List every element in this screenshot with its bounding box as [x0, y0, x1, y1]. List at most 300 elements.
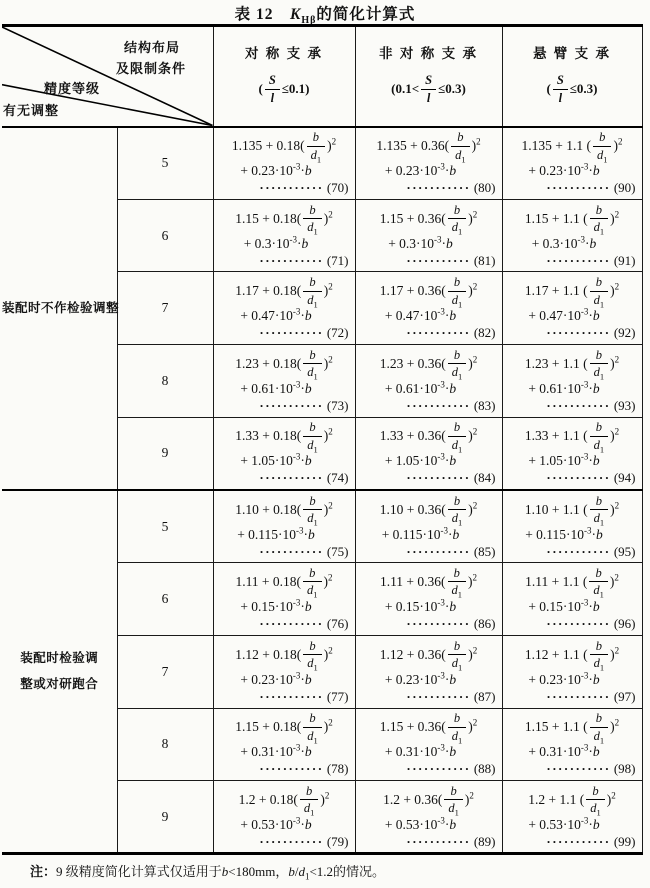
leader-dots: ···········	[259, 615, 324, 631]
formula-head: 1.23 + 0.36(	[379, 356, 446, 371]
formula-cell	[213, 345, 355, 418]
formula-line-2	[356, 453, 502, 469]
formula-head: 1.2 + 0.36(	[383, 791, 443, 807]
fraction-numerator: b	[453, 347, 461, 362]
variable-b: b	[592, 380, 600, 396]
formula-line-2	[356, 381, 502, 397]
squared-exponent: 2	[476, 136, 481, 147]
coefficient-term: + 0.47·10	[528, 308, 581, 324]
formula-line-1	[214, 639, 355, 671]
formula-line-2	[503, 163, 642, 179]
formula-line-1	[503, 494, 642, 526]
formula-line-3	[503, 253, 642, 269]
formula-line-1	[503, 348, 642, 380]
variable-b: b	[592, 453, 600, 469]
power-exponent: -3	[434, 234, 442, 245]
grade-cell: 6	[117, 563, 213, 636]
formula-line-1	[214, 420, 355, 455]
denominator-subscript: 1	[458, 299, 463, 310]
formula-line-1	[356, 275, 502, 310]
fraction-denominator	[265, 89, 280, 105]
variable-b: b	[592, 671, 600, 687]
fraction	[421, 74, 436, 104]
fraction-denominator	[448, 218, 467, 237]
dot-operator: ·	[444, 744, 450, 760]
equation-number: (84)	[470, 470, 496, 486]
denominator-letter: d	[307, 511, 314, 526]
fraction	[586, 783, 605, 818]
group-label-line: 装配时不作检验调整	[2, 301, 120, 316]
formula-line-3	[356, 398, 502, 414]
coefficient-term: + 0.31·10	[384, 744, 438, 760]
equation-number: (88)	[470, 761, 496, 777]
close-paren: )	[323, 646, 329, 662]
condition-prefix: (0.1<	[391, 80, 420, 96]
dot-operator: ·	[300, 380, 305, 396]
equation-number: (71)	[323, 252, 349, 268]
formula-head: 1.15 + 0.18(	[235, 719, 302, 735]
formula-head: 1.15 + 0.18(	[235, 210, 302, 226]
fraction	[593, 130, 612, 165]
variable-b: b	[449, 380, 457, 396]
fraction-denominator	[590, 218, 609, 237]
denominator-subscript: 1	[457, 589, 463, 600]
dot-operator: ·	[444, 671, 450, 687]
group-label-cell	[2, 490, 117, 853]
coefficient-term: + 0.23·10	[528, 163, 581, 179]
leader-dots: ···········	[406, 688, 471, 704]
fraction-denominator	[590, 291, 609, 310]
squared-exponent: 2	[328, 645, 333, 656]
coefficient-term: + 0.115·10	[381, 526, 441, 542]
grade-cell: 5	[117, 490, 213, 563]
coefficient-term: + 0.61·10	[240, 380, 293, 396]
denominator-letter: d	[593, 583, 600, 598]
equation-number: (74)	[323, 470, 349, 486]
table-body	[2, 127, 642, 854]
fraction	[444, 783, 463, 818]
power-exponent: -3	[580, 306, 589, 317]
formula-line-3	[356, 761, 502, 777]
formula-head: 1.15 + 0.36(	[379, 210, 446, 226]
fraction-denominator	[586, 799, 605, 818]
fraction-denominator	[303, 581, 322, 600]
variable-b: b	[446, 235, 453, 251]
formula-cell	[502, 127, 642, 200]
close-paren: )	[468, 356, 473, 371]
power-exponent: -3	[292, 161, 301, 172]
fraction	[451, 130, 470, 165]
coefficient-term: + 0.23·10	[384, 163, 438, 179]
formula-line-2	[214, 599, 355, 615]
coefficient-term: + 0.31·10	[528, 744, 581, 760]
coefficient-term: + 0.61·10	[528, 380, 581, 396]
diag-label-structure-line2: 及限制条件	[116, 61, 187, 76]
text-segment: d	[298, 864, 305, 879]
dot-operator: ·	[444, 453, 450, 469]
leader-dots: ···········	[546, 397, 611, 413]
coefficient-term: + 0.31·10	[240, 744, 293, 760]
denominator-letter: d	[596, 147, 604, 162]
denominator-subscript: 1	[599, 444, 605, 455]
leader-dots: ···········	[546, 615, 611, 631]
fraction-numerator: b	[592, 783, 599, 798]
power-exponent: -3	[437, 379, 445, 390]
denominator-letter: d	[593, 365, 600, 380]
dot-operator: ·	[300, 308, 305, 324]
variable-b: b	[592, 163, 600, 179]
denominator-subscript: 1	[599, 735, 605, 746]
formula-line-3	[214, 470, 355, 486]
dot-operator: ·	[588, 380, 593, 396]
equation-number: (83)	[470, 397, 496, 413]
table-row	[2, 127, 642, 200]
formula-line-3	[214, 398, 355, 414]
dot-operator: ·	[444, 598, 450, 614]
dot-operator: ·	[444, 308, 450, 324]
formula-line-3	[503, 761, 642, 777]
dot-operator: ·	[588, 671, 593, 687]
dot-operator: ·	[585, 235, 590, 251]
formula-cell	[502, 563, 642, 636]
close-paren: )	[609, 574, 615, 590]
text-segment: 表 12	[234, 6, 290, 23]
formula-head: 1.33 + 0.18(	[235, 428, 302, 444]
equation-number: (80)	[470, 180, 496, 196]
formula-line-3	[214, 325, 355, 341]
fraction-numerator: b	[309, 638, 316, 653]
close-paren: )	[323, 283, 329, 299]
denominator-letter: d	[307, 365, 314, 380]
formula-cell	[213, 781, 355, 854]
equation-number: (79)	[323, 833, 349, 849]
equation-number: (89)	[470, 833, 496, 849]
formula-head: 1.23 + 1.1 (	[524, 356, 588, 371]
formula-cell	[213, 635, 355, 708]
denominator-letter: d	[307, 656, 314, 671]
power-exponent: -3	[580, 161, 589, 172]
formula-line-1	[214, 494, 355, 526]
formula-cell	[355, 708, 502, 781]
text-segment: /	[294, 864, 299, 879]
dot-operator: ·	[444, 380, 450, 396]
text-segment: b	[221, 864, 229, 879]
close-paren: )	[610, 210, 615, 226]
denominator-letter: d	[307, 437, 314, 452]
close-paren: )	[468, 646, 473, 662]
fraction-numerator: b	[309, 565, 316, 580]
formula-cell	[355, 127, 502, 200]
leader-dots: ···········	[406, 325, 471, 341]
formula-line-2	[214, 744, 355, 760]
condition-suffix: ≤0.3)	[569, 80, 598, 96]
condition-prefix: (	[258, 80, 263, 96]
leader-dots: ···········	[546, 470, 611, 486]
condition-suffix: ≤0.3)	[438, 80, 466, 96]
equation-number: (96)	[610, 615, 636, 631]
dot-operator: ·	[591, 526, 597, 542]
leader-dots: ···········	[546, 180, 611, 196]
coefficient-term: + 0.53·10	[240, 816, 293, 832]
denominator-letter: d	[593, 220, 600, 235]
squared-exponent: 2	[472, 645, 478, 656]
power-exponent: -3	[580, 742, 589, 753]
dot-operator: ·	[300, 816, 305, 832]
fraction	[590, 275, 609, 310]
diagonal-header-cell	[2, 26, 213, 127]
formula-line-3	[356, 689, 502, 705]
formula-line-2	[214, 672, 355, 688]
squared-exponent: 2	[614, 717, 620, 728]
text-segment: <180mm，	[228, 864, 289, 879]
denominator-subscript: 1	[313, 662, 318, 673]
formula-line-3	[356, 470, 502, 486]
denominator-subscript: 1	[458, 662, 463, 673]
grade-cell: 9	[117, 417, 213, 490]
denominator-subscript: 1	[458, 735, 463, 746]
formula-line-2	[503, 599, 642, 615]
fraction-numerator: b	[312, 130, 320, 145]
denominator-subscript: 1	[313, 226, 318, 237]
variable-b: b	[449, 744, 457, 760]
formula-line-1	[214, 711, 355, 746]
formula-line-3	[214, 761, 355, 777]
fraction-numerator: b	[453, 275, 461, 290]
power-exponent: -3	[292, 670, 301, 681]
dot-operator: ·	[444, 816, 450, 832]
table-container	[2, 24, 643, 855]
squared-exponent: 2	[328, 572, 333, 583]
footnote	[30, 861, 385, 880]
denominator-letter: d	[451, 437, 459, 452]
denominator-letter: d	[451, 292, 459, 307]
fraction-numerator: S	[425, 73, 433, 87]
dot-operator: ·	[297, 235, 302, 251]
denominator-letter: d	[307, 728, 314, 743]
grade-cell: 7	[117, 635, 213, 708]
denominator-subscript: 1	[458, 444, 463, 455]
fraction	[590, 420, 609, 455]
variable-b: b	[449, 308, 457, 324]
coefficient-term: + 0.115·10	[237, 526, 297, 542]
denominator-letter: d	[451, 728, 459, 743]
variable-b: b	[304, 671, 312, 687]
support-name: 非 对 称 支 承	[379, 46, 478, 61]
support-condition	[356, 75, 502, 105]
close-paren: )	[320, 791, 325, 807]
equation-number: (98)	[610, 761, 636, 777]
fraction-denominator	[590, 436, 609, 455]
fraction	[303, 275, 322, 310]
fraction	[448, 711, 467, 746]
squared-exponent: 2	[328, 209, 333, 220]
formula-line-3	[214, 180, 355, 196]
formula-line-1	[214, 203, 355, 235]
variable-b: b	[592, 744, 600, 760]
leader-dots: ···········	[406, 543, 471, 559]
fraction	[303, 347, 322, 382]
denominator-letter: d	[307, 220, 314, 235]
leader-dots: ···········	[259, 833, 324, 849]
grade-cell: 6	[117, 199, 213, 272]
power-exponent: -3	[292, 815, 301, 826]
grade-cell: 7	[117, 272, 213, 345]
formula-head: 1.17 + 0.18(	[235, 283, 302, 299]
squared-exponent: 2	[617, 136, 623, 147]
text-segment: K	[289, 6, 302, 23]
denominator-subscript: 1	[313, 371, 318, 382]
close-paren: )	[468, 719, 473, 735]
group-label-line: 整或对研跑合	[20, 677, 99, 692]
coefficient-term: + 1.05·10	[384, 453, 438, 469]
formula-head: 1.2 + 1.1 (	[528, 791, 585, 807]
denominator-letter: d	[451, 220, 459, 235]
formula-cell	[355, 272, 502, 345]
close-paren: )	[468, 574, 473, 590]
formula-line-3	[356, 180, 502, 196]
text-segment: 1	[304, 871, 310, 882]
formula-head: 1.12 + 0.36(	[379, 646, 446, 662]
formula-line-1	[503, 566, 642, 598]
variable-b: b	[304, 816, 312, 832]
close-paren: )	[613, 138, 618, 154]
support-condition	[214, 75, 355, 105]
formula-cell	[502, 272, 642, 345]
formula-cell	[502, 490, 642, 563]
formula-head: 1.17 + 0.36(	[379, 283, 446, 299]
text-segment: b	[288, 864, 295, 879]
leader-dots: ···········	[546, 761, 611, 777]
formula-cell	[355, 417, 502, 490]
grade-cell: 8	[117, 345, 213, 418]
variable-b: b	[449, 671, 457, 687]
formula-line-1	[356, 130, 502, 165]
fraction	[448, 565, 467, 600]
formula-line-2	[214, 163, 355, 179]
formula-line-1	[356, 639, 502, 671]
close-paren: )	[606, 791, 612, 807]
close-paren: )	[468, 501, 473, 517]
coefficient-term: + 0.23·10	[240, 671, 293, 687]
fraction-numerator: b	[453, 711, 461, 726]
close-paren: )	[468, 283, 473, 299]
formula-line-3	[214, 834, 355, 850]
fraction	[448, 638, 467, 673]
dot-operator: ·	[588, 163, 593, 179]
fraction-denominator	[448, 291, 467, 310]
formula-line-2	[503, 672, 642, 688]
fraction	[300, 783, 319, 818]
power-exponent: -3	[580, 379, 589, 390]
power-exponent: -3	[292, 742, 301, 753]
formula-head: 1.135 + 1.1 (	[521, 138, 591, 154]
power-exponent: -3	[292, 306, 301, 317]
close-paren: )	[323, 428, 329, 444]
squared-exponent: 2	[472, 572, 478, 583]
condition-prefix: (	[546, 80, 551, 96]
variable-b: b	[304, 744, 312, 760]
squared-exponent: 2	[328, 354, 333, 365]
equation-number: (85)	[470, 543, 496, 559]
coefficient-term: + 0.15·10	[528, 598, 581, 614]
close-paren: )	[323, 356, 329, 371]
fraction-numerator: b	[453, 493, 461, 508]
fraction	[590, 711, 609, 746]
fraction-denominator	[303, 509, 322, 528]
denominator-subscript: 1	[454, 807, 459, 818]
diag-label-precision-grade: 精度等级	[44, 81, 101, 96]
squared-exponent: 2	[472, 281, 478, 292]
formula-head: 1.135 + 0.36(	[376, 138, 450, 154]
text-segment: 注：	[30, 864, 57, 879]
formula-head: 1.33 + 0.36(	[379, 428, 446, 444]
fraction	[303, 638, 322, 673]
equation-number: (72)	[323, 325, 349, 341]
denominator-subscript: 1	[313, 517, 318, 528]
dot-operator: ·	[441, 235, 447, 251]
support-condition	[503, 75, 642, 105]
fraction	[448, 347, 467, 382]
formula-cell	[355, 781, 502, 854]
squared-exponent: 2	[614, 209, 620, 220]
fraction-denominator	[553, 89, 568, 105]
close-paren: )	[610, 283, 615, 299]
group-label-cell	[2, 127, 120, 490]
diag-label-adjustment: 有无调整	[3, 103, 60, 118]
squared-exponent: 2	[472, 717, 478, 728]
fraction	[303, 420, 322, 455]
denominator-subscript: 1	[599, 226, 605, 237]
coefficient-term: + 0.3·10	[388, 235, 435, 251]
leader-dots: ···········	[406, 252, 471, 268]
formula-line-1	[214, 275, 355, 310]
coefficient-term: + 0.3·10	[243, 235, 290, 251]
grade-cell: 5	[117, 127, 213, 200]
leader-dots: ···········	[406, 833, 471, 849]
fraction	[590, 493, 609, 528]
leader-dots: ···········	[259, 470, 324, 486]
fraction-denominator	[448, 581, 467, 600]
power-exponent: -3	[580, 815, 589, 826]
denominator-subscript: 1	[458, 517, 463, 528]
coefficient-term: + 0.47·10	[384, 308, 438, 324]
squared-exponent: 2	[472, 209, 478, 220]
dot-operator: ·	[588, 308, 593, 324]
equation-number: (92)	[610, 325, 636, 341]
fraction	[448, 493, 467, 528]
fraction	[589, 565, 608, 600]
denominator-letter: d	[593, 511, 600, 526]
fraction	[590, 638, 609, 673]
fraction-denominator	[448, 509, 467, 528]
formula-line-1	[356, 494, 502, 526]
denominator-subscript: 1	[458, 226, 463, 237]
equation-number: (75)	[323, 543, 349, 559]
variable-b: b	[304, 308, 312, 324]
equation-number: (70)	[323, 180, 349, 196]
formula-line-1	[356, 420, 502, 455]
fraction-numerator: b	[309, 275, 316, 290]
denominator-letter: d	[593, 437, 600, 452]
formula-line-1	[356, 566, 502, 598]
formula-cell	[213, 708, 355, 781]
formula-line-2	[214, 381, 355, 397]
variable-b: b	[449, 816, 457, 832]
close-paren: )	[323, 210, 329, 226]
dot-operator: ·	[300, 453, 305, 469]
formula-line-1	[356, 348, 502, 380]
formula-line-1	[214, 348, 355, 380]
